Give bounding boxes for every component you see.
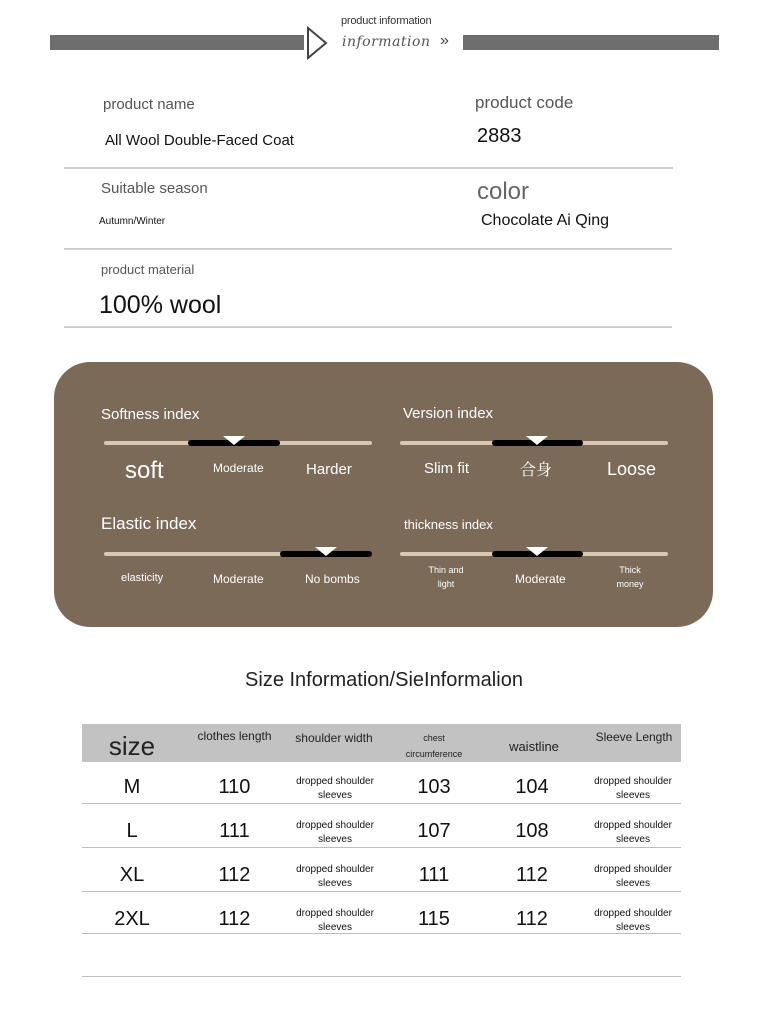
cell-size: M (123, 776, 141, 798)
header-waistline: waistline (509, 739, 559, 754)
thickness-label-low: Thin and light (428, 565, 464, 589)
cell-waist: 112 (516, 864, 548, 886)
elastic-marker (315, 547, 337, 556)
product-code-value: 2883 (477, 125, 522, 147)
material-label: product material (101, 262, 195, 277)
softness-marker (223, 436, 245, 445)
cell-shoulder: dropped shoulder sleeves (296, 864, 374, 889)
header-clothes-length: clothes length (197, 729, 272, 743)
version-label-high: Loose (607, 459, 657, 479)
version-label-mid: 合身 (520, 462, 553, 479)
cell-size: 2XL (114, 908, 150, 930)
play-arrow-icon (306, 26, 330, 60)
header-band-left (50, 35, 304, 50)
cell-size: XL (119, 864, 145, 886)
elastic-label-mid: Moderate (213, 572, 264, 586)
index-panel (54, 362, 713, 627)
row-divider (82, 933, 681, 934)
divider (64, 167, 673, 169)
cell-waist: 108 (515, 820, 549, 842)
cell-size: L (126, 820, 138, 842)
cell-chest: 111 (418, 864, 450, 886)
elastic-index-title: Elastic index (101, 514, 197, 533)
softness-label-low: soft (125, 457, 164, 484)
cell-length: 112 (218, 908, 251, 930)
header-script-text: information (342, 34, 431, 50)
double-chevron-icon: » (440, 32, 449, 49)
cell-waist: 112 (516, 908, 548, 930)
softness-index-title: Softness index (101, 406, 200, 423)
material-value: 100% wool (99, 291, 222, 319)
thickness-label-mid: Moderate (515, 572, 566, 586)
version-label-low: Slim fit (424, 460, 469, 477)
cell-length: 111 (219, 820, 250, 842)
thickness-index-title: thickness index (404, 517, 493, 532)
header-band-right (463, 35, 719, 50)
header-subtitle: product information (341, 15, 432, 27)
softness-label-mid: Moderate (213, 461, 264, 475)
product-code-label: product code (475, 93, 574, 112)
cell-length: 110 (218, 776, 251, 798)
elastic-label-low: elasticity (121, 572, 164, 584)
row-divider (82, 891, 681, 892)
header-chest: chest circumference (405, 733, 463, 759)
cell-sleeve: dropped shoulder sleeves (594, 776, 672, 801)
season-value: Autumn/Winter (99, 216, 166, 227)
size-table-title: Size Information/SieInformalion (245, 669, 523, 691)
softness-label-high: Harder (306, 461, 352, 478)
divider (64, 248, 672, 250)
header-size: size (108, 731, 156, 761)
cell-chest: 107 (417, 820, 451, 842)
elastic-label-high: No bombs (305, 572, 360, 586)
cell-length: 112 (218, 864, 251, 886)
header-sleeve-length: Sleeve Length (595, 730, 673, 744)
cell-chest: 115 (418, 908, 450, 930)
cell-waist: 104 (515, 776, 549, 798)
cell-shoulder: dropped shoulder sleeves (296, 776, 374, 801)
cell-sleeve: dropped shoulder sleeves (594, 864, 672, 889)
season-label: Suitable season (101, 180, 208, 197)
color-value: Chocolate Ai Qing (481, 212, 610, 229)
version-marker (526, 436, 548, 445)
cell-sleeve: dropped shoulder sleeves (594, 820, 672, 845)
header-shoulder-width: shoulder width (295, 731, 373, 745)
cell-chest: 103 (417, 776, 451, 798)
divider (64, 326, 672, 328)
table-header (82, 724, 681, 762)
thickness-label-high: Thick money (616, 565, 644, 589)
product-name-label: product name (103, 96, 195, 113)
color-label: color (477, 178, 530, 205)
table-bottom-border (82, 976, 681, 977)
cell-sleeve: dropped shoulder sleeves (594, 908, 672, 933)
row-divider (82, 847, 681, 848)
product-name-value: All Wool Double-Faced Coat (105, 132, 294, 149)
cell-shoulder: dropped shoulder sleeves (296, 908, 374, 933)
row-divider (82, 803, 681, 804)
thickness-marker (526, 547, 548, 556)
version-index-title: Version index (403, 405, 494, 422)
cell-shoulder: dropped shoulder sleeves (296, 820, 374, 845)
